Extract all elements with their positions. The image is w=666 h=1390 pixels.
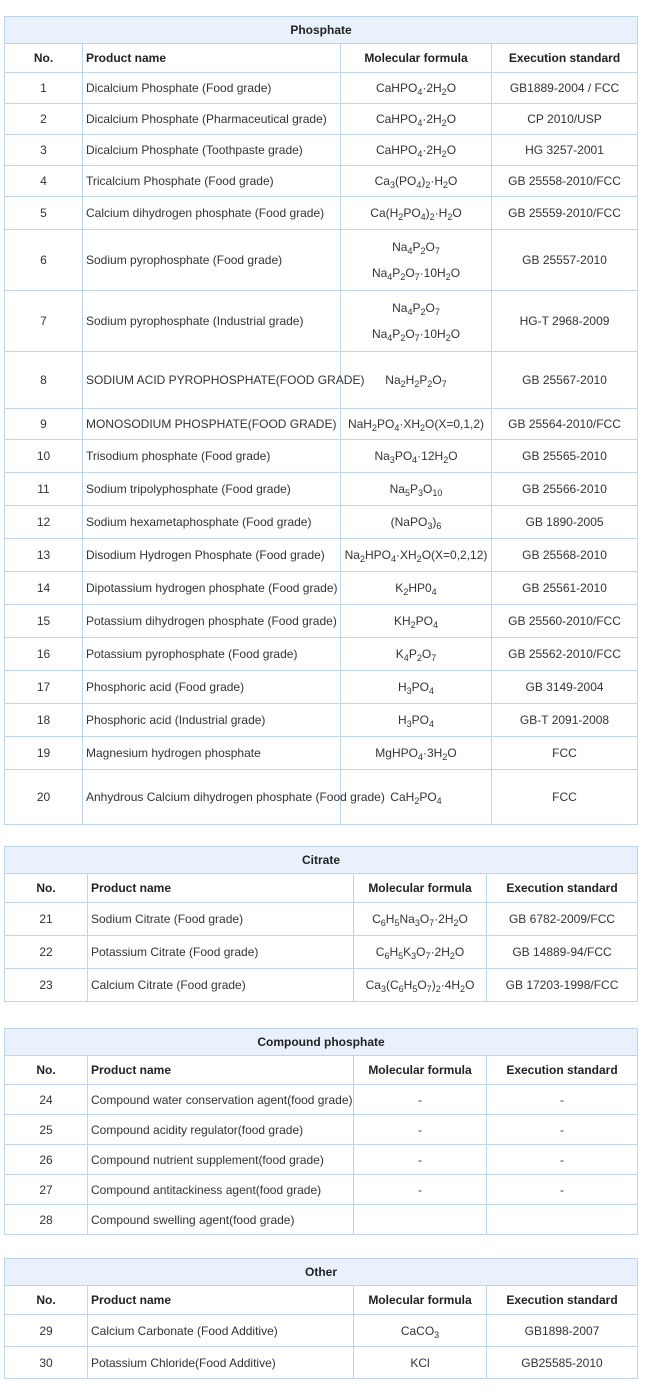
execution-standard: GB 6782-2009/FCC — [487, 903, 638, 936]
product-name: Calcium dihydrogen phosphate (Food grade) — [83, 197, 341, 230]
formula-line: $C_6H_5K_3O_7\cdot 2H_2O$ — [375, 945, 465, 961]
formula-line: CaCO$_3$ — [400, 1323, 440, 1340]
execution-standard: GB 25568-2010 — [492, 539, 638, 572]
row-number: 16 — [5, 638, 83, 671]
execution-standard: GB 25566-2010 — [492, 473, 638, 506]
execution-standard: HG-T 2968-2009 — [492, 291, 638, 352]
row-number: 25 — [5, 1115, 88, 1145]
formula-line: $Na_2H_2P_2O_7$ — [385, 373, 447, 389]
row-number: 11 — [5, 473, 83, 506]
header-molecular-formula: Molecular formula — [341, 44, 492, 73]
execution-standard: FCC — [492, 737, 638, 770]
formula-line: $C_6H_5Na_3O_7\cdot 2H_2O$ — [372, 912, 468, 928]
table-caption-row — [5, 1259, 638, 1286]
molecular-formula — [354, 1085, 487, 1115]
row-number: 23 — [5, 969, 88, 1002]
molecular-formula — [354, 969, 487, 1002]
product-name: Disodium Hydrogen Phosphate (Food grade) — [83, 539, 341, 572]
execution-standard: HG 3257-2001 — [492, 135, 638, 166]
product-name: Potassium pyrophosphate (Food grade) — [83, 638, 341, 671]
product-name: Sodium tripolyphosphate (Food grade) — [83, 473, 341, 506]
row-number: 2 — [5, 104, 83, 135]
table-row — [5, 1115, 638, 1145]
formula-line: $Ca_3(PO_4)_2\cdot H_2O$ — [374, 174, 458, 190]
header-molecular-formula: Molecular formula — [354, 1286, 487, 1315]
table-row — [5, 409, 638, 440]
product-name: Dicalcium Phosphate (Pharmaceutical grade) — [83, 104, 341, 135]
formula-line: - — [418, 1092, 422, 1107]
formula-line: $CaHPO_4\cdot 2H_2O$ — [375, 112, 457, 128]
row-number: 26 — [5, 1145, 88, 1175]
header-execution-standard: Execution standard — [487, 874, 638, 903]
molecular-formula — [341, 605, 492, 638]
header-molecular-formula: Molecular formula — [354, 1056, 487, 1085]
molecular-formula — [341, 638, 492, 671]
molecular-formula — [354, 936, 487, 969]
row-number: 12 — [5, 506, 83, 539]
molecular-formula — [341, 671, 492, 704]
molecular-formula — [341, 104, 492, 135]
molecular-formula — [341, 197, 492, 230]
formula-line: $Na_5P_3O_{10}$ — [389, 482, 443, 498]
molecular-formula — [354, 1145, 487, 1175]
row-number: 14 — [5, 572, 83, 605]
molecular-formula — [341, 291, 492, 352]
product-name: Compound acidity regulator(food grade) — [88, 1115, 354, 1145]
product-name: Anhydrous Calcium dihydrogen phosphate (Food grade) — [83, 770, 341, 825]
execution-standard: - — [487, 1145, 638, 1175]
execution-standard: GB 25557-2010 — [492, 230, 638, 291]
formula-line: $Na_4P_2O_7\cdot 10H_2O$ — [371, 327, 461, 343]
product-name: Compound antitackiness agent(food grade) — [88, 1175, 354, 1205]
product-name: Trisodium phosphate (Food grade) — [83, 440, 341, 473]
table-row — [5, 473, 638, 506]
product-name: Potassium Chloride(Food Additive) — [88, 1347, 354, 1379]
molecular-formula — [341, 73, 492, 104]
formula-line: KCl — [410, 1355, 430, 1370]
molecular-formula — [341, 704, 492, 737]
execution-standard: - — [487, 1085, 638, 1115]
execution-standard: GB 25558-2010/FCC — [492, 166, 638, 197]
execution-standard: GB25585-2010 — [487, 1347, 638, 1379]
product-name: Sodium pyrophosphate (Industrial grade) — [83, 291, 341, 352]
table-title: Other — [5, 1259, 638, 1286]
table-compound-phosphate — [4, 1028, 638, 1235]
product-name: Potassium Citrate (Food grade) — [88, 936, 354, 969]
table-row — [5, 936, 638, 969]
formula-line: - — [418, 1122, 422, 1137]
row-number: 4 — [5, 166, 83, 197]
table-row — [5, 1315, 638, 1347]
product-name: Compound nutrient supplement(food grade) — [88, 1145, 354, 1175]
table-header-row — [5, 1286, 638, 1315]
header-product-name: Product name — [83, 44, 341, 73]
row-number: 13 — [5, 539, 83, 572]
execution-standard — [487, 1205, 638, 1235]
formula-line: $K_2HP0_4$ — [395, 581, 437, 597]
molecular-formula — [341, 539, 492, 572]
table-row — [5, 969, 638, 1002]
table-row — [5, 73, 638, 104]
table-caption-row — [5, 1029, 638, 1056]
table-caption-row — [5, 17, 638, 44]
execution-standard: GB 17203-1998/FCC — [487, 969, 638, 1002]
table-phosphate — [4, 16, 638, 825]
header-product-name: Product name — [88, 874, 354, 903]
row-number: 28 — [5, 1205, 88, 1235]
molecular-formula — [341, 440, 492, 473]
table-row — [5, 1347, 638, 1379]
product-name: Dicalcium Phosphate (Toothpaste grade) — [83, 135, 341, 166]
formula-line: $H_3PO_4$ — [397, 680, 435, 696]
execution-standard: GB 14889-94/FCC — [487, 936, 638, 969]
product-name: Dipotassium hydrogen phosphate (Food grade) — [83, 572, 341, 605]
product-name: Sodium pyrophosphate (Food grade) — [83, 230, 341, 291]
formula-line: $MgHPO_4\cdot 3H_2O$ — [375, 746, 457, 762]
header-execution-standard: Execution standard — [492, 44, 638, 73]
product-name: SODIUM ACID PYROPHOSPHATE(FOOD GRADE) — [83, 352, 341, 409]
table-row — [5, 903, 638, 936]
table-row — [5, 605, 638, 638]
table-header-row — [5, 874, 638, 903]
row-number: 18 — [5, 704, 83, 737]
execution-standard: GB 25560-2010/FCC — [492, 605, 638, 638]
table-header-row — [5, 1056, 638, 1085]
formula-line: $Na_3PO_4\cdot 12H_2O$ — [374, 449, 458, 465]
row-number: 8 — [5, 352, 83, 409]
formula-line: $K_4P_2O_7$ — [395, 647, 437, 663]
product-name: Compound swelling agent(food grade) — [88, 1205, 354, 1235]
row-number: 29 — [5, 1315, 88, 1347]
table-row — [5, 572, 638, 605]
molecular-formula — [354, 1175, 487, 1205]
table-row — [5, 135, 638, 166]
table-row — [5, 1145, 638, 1175]
formula-line: $Ca_3(C_6H_5O_7)_2\cdot 4H_2O$ — [365, 978, 475, 994]
execution-standard: - — [487, 1175, 638, 1205]
row-number: 27 — [5, 1175, 88, 1205]
row-number: 10 — [5, 440, 83, 473]
execution-standard: GB 1890-2005 — [492, 506, 638, 539]
product-name: Compound water conservation agent(food grade) — [88, 1085, 354, 1115]
formula-line: $Na_4P_2O_7$ — [392, 240, 440, 256]
execution-standard: GB 25567-2010 — [492, 352, 638, 409]
table-row — [5, 352, 638, 409]
formula-line: $Na_4P_2O_7$ — [392, 301, 440, 317]
product-name: Tricalcium Phosphate (Food grade) — [83, 166, 341, 197]
table-row — [5, 638, 638, 671]
product-name: Calcium Citrate (Food grade) — [88, 969, 354, 1002]
product-name: Sodium hexametaphosphate (Food grade) — [83, 506, 341, 539]
row-number: 20 — [5, 770, 83, 825]
execution-standard: GB1889-2004 / FCC — [492, 73, 638, 104]
product-name: Phosphoric acid (Food grade) — [83, 671, 341, 704]
table-title: Citrate — [5, 847, 638, 874]
formula-line: $H_3PO_4$ — [397, 713, 435, 729]
product-name: Phosphoric acid (Industrial grade) — [83, 704, 341, 737]
row-number: 17 — [5, 671, 83, 704]
formula-line: $CaHPO_4\cdot 2H_2O$ — [375, 81, 457, 97]
row-number: 7 — [5, 291, 83, 352]
table-row — [5, 230, 638, 291]
table-row — [5, 1085, 638, 1115]
molecular-formula — [341, 409, 492, 440]
formula-line: - — [418, 1152, 422, 1167]
table-row — [5, 506, 638, 539]
header-no: No. — [5, 1056, 88, 1085]
header-execution-standard: Execution standard — [487, 1056, 638, 1085]
molecular-formula — [354, 1347, 487, 1379]
execution-standard: GB 25561-2010 — [492, 572, 638, 605]
header-execution-standard: Execution standard — [487, 1286, 638, 1315]
execution-standard: CP 2010/USP — [492, 104, 638, 135]
formula-line: - — [418, 1182, 422, 1197]
execution-standard: GB 25559-2010/FCC — [492, 197, 638, 230]
formula-line: $NaH_2PO_4\cdot XH_2O(X=0,1,2)$ — [347, 417, 485, 433]
table-title: Phosphate — [5, 17, 638, 44]
formula-line: $Na_4P_2O_7\cdot 10H_2O$ — [371, 266, 461, 282]
table-row — [5, 197, 638, 230]
table-citrate — [4, 846, 638, 1002]
execution-standard: FCC — [492, 770, 638, 825]
row-number: 21 — [5, 903, 88, 936]
table-row — [5, 104, 638, 135]
product-name: Calcium Carbonate (Food Additive) — [88, 1315, 354, 1347]
table-row — [5, 539, 638, 572]
table-row — [5, 737, 638, 770]
molecular-formula — [341, 135, 492, 166]
product-name: Dicalcium Phosphate (Food grade) — [83, 73, 341, 104]
header-no: No. — [5, 874, 88, 903]
header-product-name: Product name — [88, 1286, 354, 1315]
row-number: 5 — [5, 197, 83, 230]
table-row — [5, 770, 638, 825]
table-row — [5, 1175, 638, 1205]
execution-standard: GB 25562-2010/FCC — [492, 638, 638, 671]
molecular-formula — [341, 572, 492, 605]
molecular-formula — [341, 737, 492, 770]
formula-line: $CaHPO_4\cdot 2H_2O$ — [375, 143, 457, 159]
product-name: Sodium Citrate (Food grade) — [88, 903, 354, 936]
molecular-formula — [341, 473, 492, 506]
table-other — [4, 1258, 638, 1379]
row-number: 1 — [5, 73, 83, 104]
header-molecular-formula: Molecular formula — [354, 874, 487, 903]
execution-standard: GB 25564-2010/FCC — [492, 409, 638, 440]
row-number: 9 — [5, 409, 83, 440]
product-name: Magnesium hydrogen phosphate — [83, 737, 341, 770]
formula-line: $KH_2PO_4$ — [393, 614, 439, 630]
row-number: 24 — [5, 1085, 88, 1115]
molecular-formula — [354, 1115, 487, 1145]
table-row — [5, 166, 638, 197]
row-number: 19 — [5, 737, 83, 770]
row-number: 22 — [5, 936, 88, 969]
table-row — [5, 704, 638, 737]
table-title: Compound phosphate — [5, 1029, 638, 1056]
execution-standard: GB 3149-2004 — [492, 671, 638, 704]
row-number: 15 — [5, 605, 83, 638]
table-header-row — [5, 44, 638, 73]
header-product-name: Product name — [88, 1056, 354, 1085]
molecular-formula — [354, 1315, 487, 1347]
table-row — [5, 440, 638, 473]
product-name: MONOSODIUM PHOSPHATE(FOOD GRADE) — [83, 409, 341, 440]
molecular-formula — [354, 903, 487, 936]
row-number: 6 — [5, 230, 83, 291]
execution-standard: GB1898-2007 — [487, 1315, 638, 1347]
execution-standard: GB 25565-2010 — [492, 440, 638, 473]
molecular-formula — [354, 1205, 487, 1235]
molecular-formula — [341, 230, 492, 291]
product-name: Potassium dihydrogen phosphate (Food grade) — [83, 605, 341, 638]
header-no: No. — [5, 44, 83, 73]
row-number: 3 — [5, 135, 83, 166]
formula-line: $Ca(H_2PO_4)_2\cdot H_2O$ — [370, 206, 462, 222]
table-caption-row — [5, 847, 638, 874]
molecular-formula — [341, 166, 492, 197]
table-row — [5, 1205, 638, 1235]
row-number: 30 — [5, 1347, 88, 1379]
formula-line: $(NaPO_3)_6$ — [390, 515, 442, 531]
table-row — [5, 291, 638, 352]
table-row — [5, 671, 638, 704]
execution-standard: - — [487, 1115, 638, 1145]
formula-line: $CaH_2PO_4$ — [390, 790, 442, 806]
header-no: No. — [5, 1286, 88, 1315]
molecular-formula — [341, 506, 492, 539]
formula-line: $Na_2HPO_4\cdot XH_2O(X=0,2,12)$ — [344, 548, 488, 564]
execution-standard: GB-T 2091-2008 — [492, 704, 638, 737]
